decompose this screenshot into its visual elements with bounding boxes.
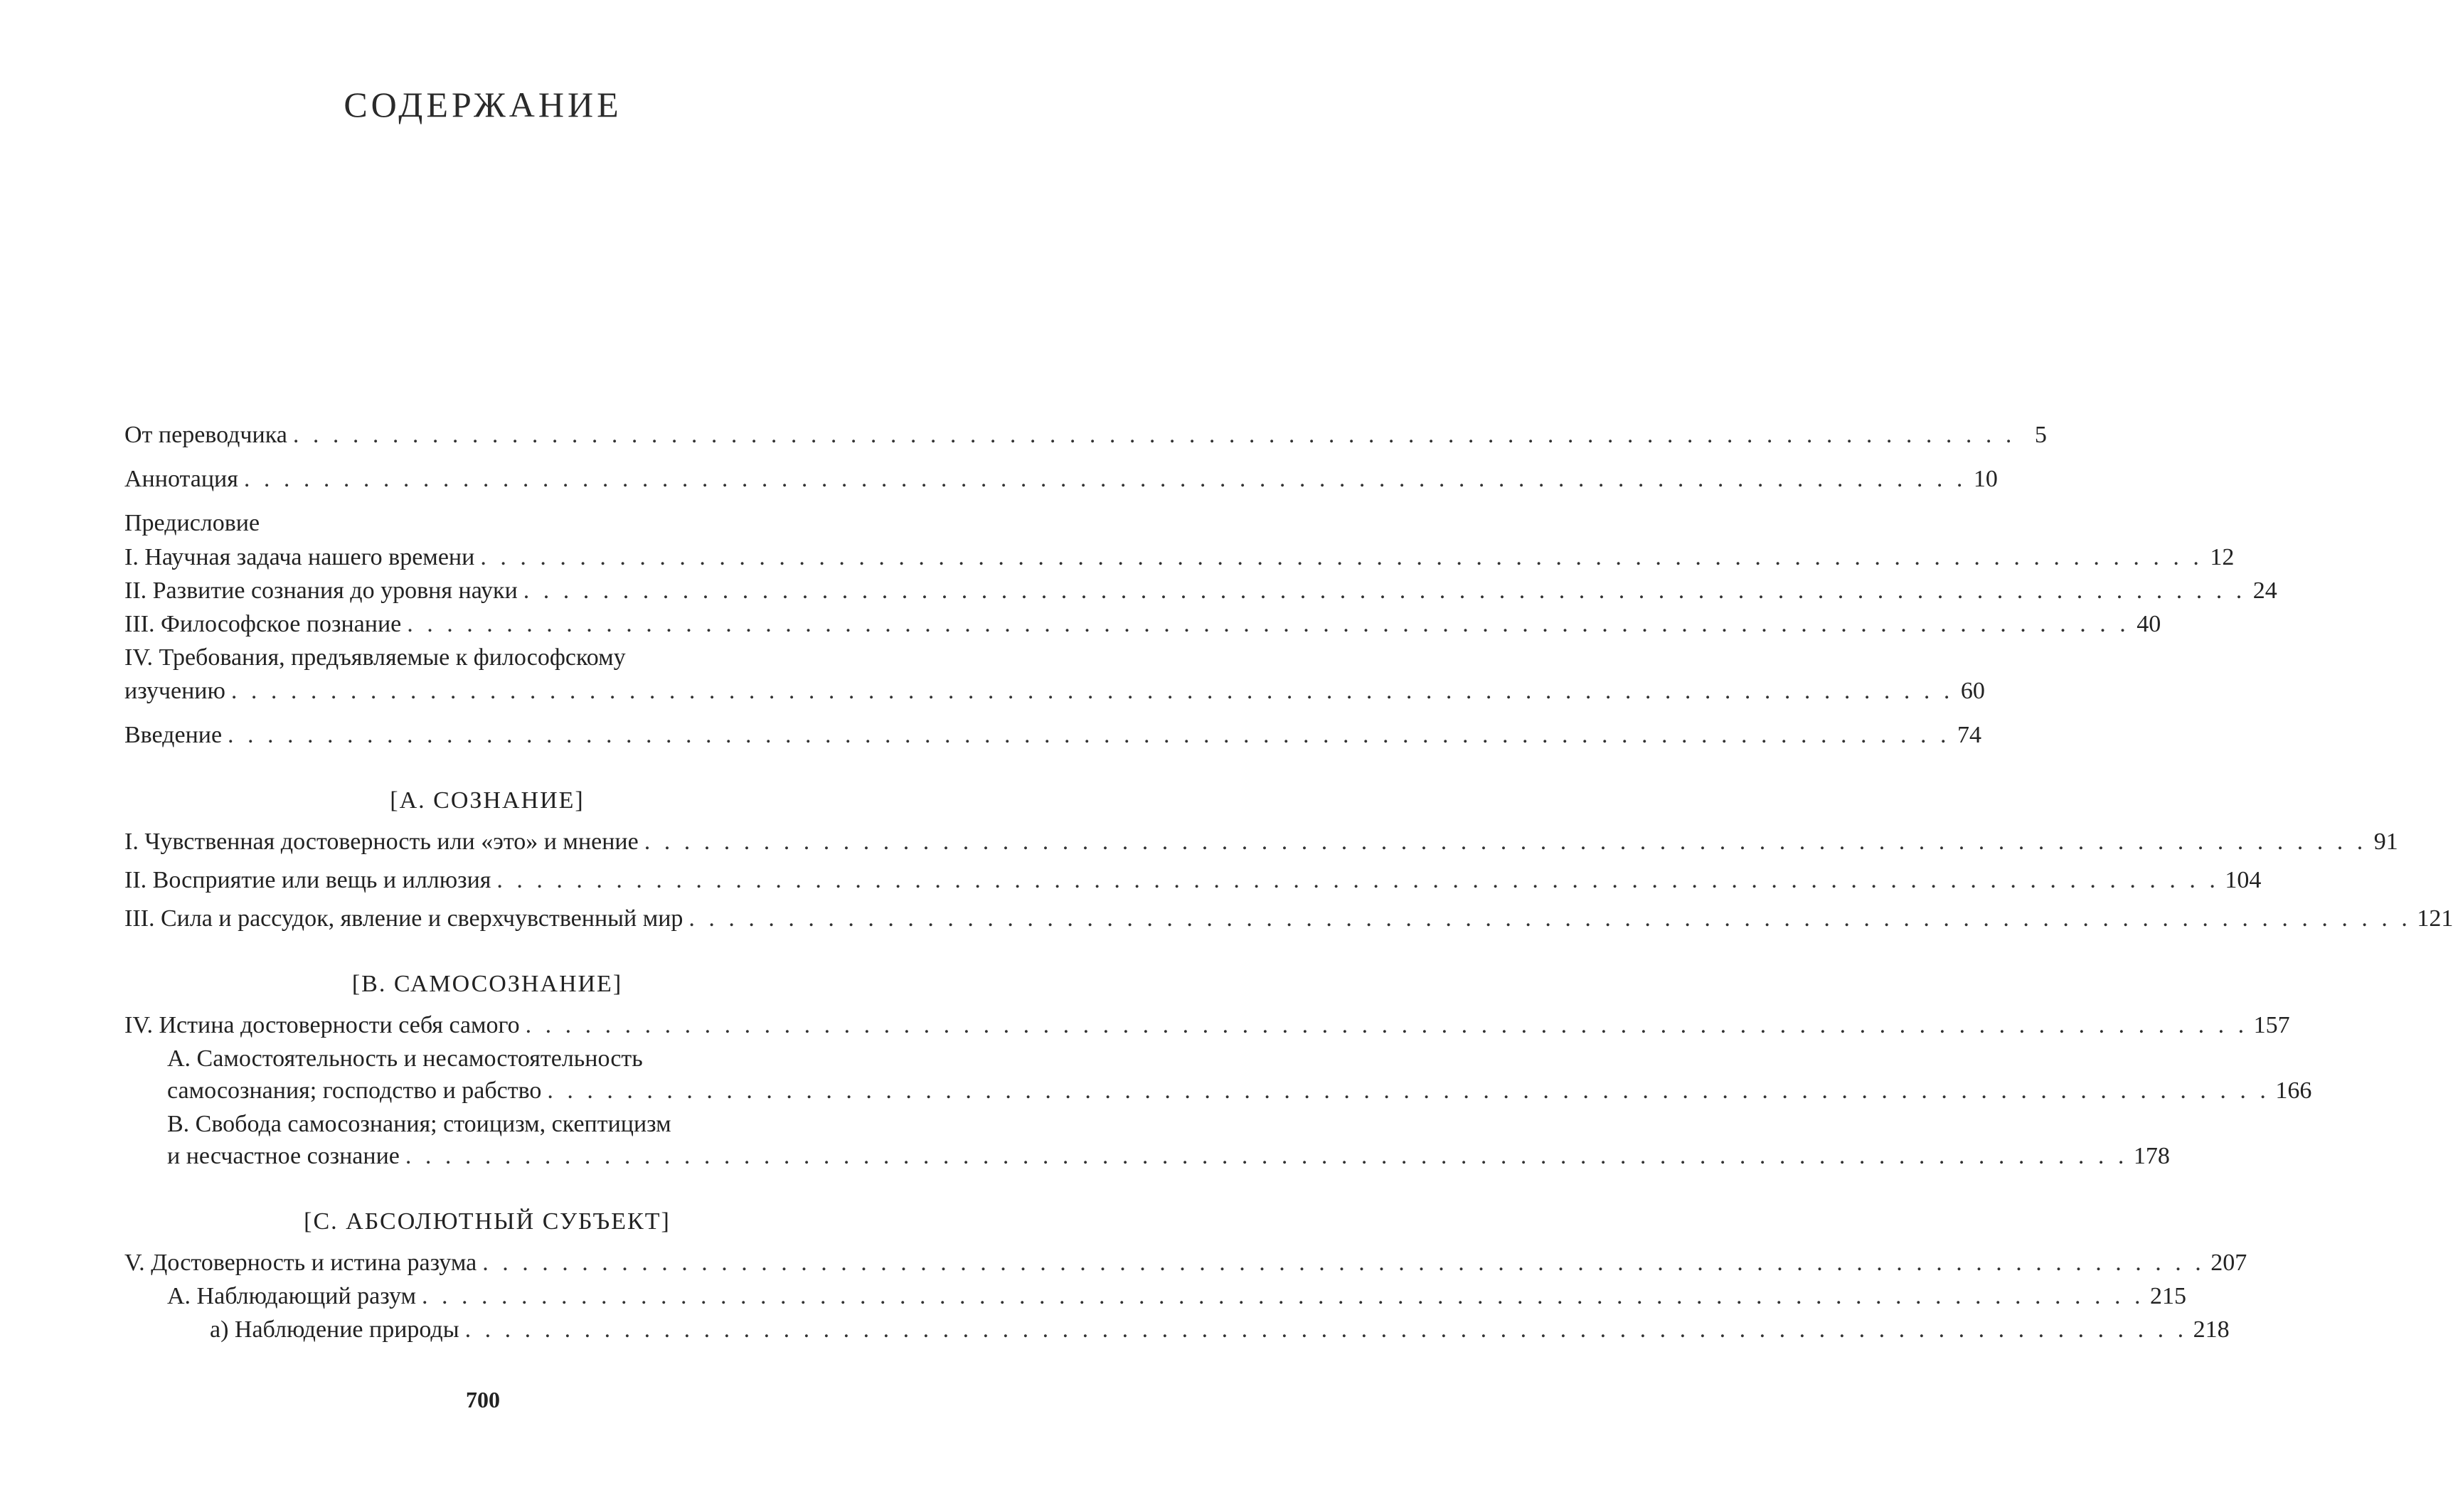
dot-leader bbox=[518, 577, 2252, 605]
page-number: 700 bbox=[466, 1387, 500, 1412]
dot-leader bbox=[477, 1249, 2210, 1277]
dot-leader bbox=[400, 1142, 2134, 1171]
toc-entry-page: 104 bbox=[2225, 867, 2262, 893]
dot-leader bbox=[401, 610, 2135, 639]
toc-entry-page: 207 bbox=[2210, 1250, 2247, 1276]
toc-entry-preface-4-line1[interactable]: IV. Требования, предъявляемые к философскому bbox=[124, 644, 626, 671]
toc-entry-a-3[interactable] bbox=[124, 905, 2453, 933]
toc-entry-a-2[interactable] bbox=[124, 866, 2262, 895]
toc-entry-b-sub-2-line1[interactable]: В. Свобода самосознания; стоицизм, скептицизм bbox=[167, 1111, 671, 1137]
toc-entry-page: 60 bbox=[1960, 678, 1985, 704]
toc-entry-page: 10 bbox=[1973, 466, 1998, 492]
toc-entry-text: I. Научная задача нашего времени bbox=[124, 544, 475, 570]
toc-entry-b-sub-1[interactable] bbox=[124, 1077, 2312, 1105]
dot-leader bbox=[238, 465, 1972, 494]
toc-entry-text: самосознания; господство и рабство bbox=[167, 1077, 542, 1104]
toc-entry-preface-4[interactable] bbox=[124, 677, 1985, 706]
dot-leader bbox=[474, 543, 2208, 572]
toc-entry-page: 166 bbox=[2275, 1077, 2312, 1104]
preface-heading: Предисловие bbox=[124, 510, 260, 536]
dot-leader bbox=[520, 1011, 2254, 1040]
toc-entry-page: 157 bbox=[2253, 1012, 2290, 1038]
toc-entry-preface-1[interactable] bbox=[124, 543, 2235, 572]
toc-entry-text: III. Философское познание bbox=[124, 611, 402, 637]
toc-entry-text: а) Наблюдение природы bbox=[210, 1316, 459, 1343]
toc-entry-text: IV. Истина достоверности себя самого bbox=[124, 1012, 520, 1038]
toc-entry-introduction[interactable] bbox=[124, 721, 1982, 750]
toc-entry-text: и несчастное сознание bbox=[167, 1143, 400, 1169]
toc-entry-page: 74 bbox=[1957, 722, 1982, 748]
dot-leader bbox=[225, 677, 1959, 706]
toc-entry-preface-2[interactable] bbox=[124, 577, 2277, 605]
dot-leader bbox=[287, 421, 2021, 449]
section-a-title: [А. СОЗНАНИЕ] bbox=[390, 787, 585, 814]
dot-leader bbox=[639, 828, 2373, 856]
toc-entry-text: III. Сила и рассудок, явление и сверхчувственный мир bbox=[124, 905, 683, 932]
toc-entry-text: II. Развитие сознания до уровня науки bbox=[124, 577, 518, 604]
section-c-title: [С. АБСОЛЮТНЫЙ СУБЪЕКТ] bbox=[304, 1208, 671, 1235]
toc-entry-translator[interactable] bbox=[124, 421, 2047, 449]
page-title: СОДЕРЖАНИЕ bbox=[344, 85, 622, 124]
table-of-contents bbox=[124, 421, 2453, 1344]
toc-entry-text: От переводчика bbox=[124, 422, 287, 448]
toc-entry-text: I. Чувственная достоверность или «это» и мнение bbox=[124, 829, 639, 855]
toc-entry-c-subsub[interactable] bbox=[124, 1316, 2230, 1344]
toc-entry-page: 218 bbox=[2193, 1316, 2230, 1343]
dot-leader bbox=[222, 721, 1956, 750]
toc-entry-b-sub-1-line1[interactable]: А. Самостоятельность и несамостоятельность bbox=[167, 1045, 643, 1072]
toc-entry-page: 40 bbox=[2137, 611, 2161, 637]
toc-entry-b-chapter[interactable] bbox=[124, 1011, 2290, 1040]
toc-entry-text: изучению bbox=[124, 678, 225, 704]
section-b-title: [В. САМОСОЗНАНИЕ] bbox=[351, 971, 623, 997]
toc-entry-page: 178 bbox=[2133, 1143, 2170, 1169]
toc-entry-a-1[interactable] bbox=[124, 828, 2398, 856]
toc-entry-text: Введение bbox=[124, 722, 223, 748]
toc-entry-preface-3[interactable] bbox=[124, 610, 2161, 639]
dot-leader bbox=[541, 1077, 2275, 1105]
toc-entry-page: 12 bbox=[2210, 544, 2235, 570]
toc-entry-c-chapter[interactable] bbox=[124, 1249, 2247, 1277]
dot-leader bbox=[416, 1282, 2150, 1311]
toc-entry-page: 24 bbox=[2252, 577, 2277, 604]
toc-entry-b-sub-2[interactable] bbox=[124, 1142, 2170, 1171]
toc-entry-page: 215 bbox=[2150, 1283, 2187, 1309]
toc-entry-text: II. Восприятие или вещь и иллюзия bbox=[124, 867, 491, 893]
toc-entry-page: 91 bbox=[2373, 829, 2398, 855]
dot-leader bbox=[491, 866, 2225, 895]
dot-leader bbox=[459, 1316, 2193, 1344]
toc-entry-c-sub[interactable] bbox=[124, 1282, 2187, 1311]
toc-entry-annotation[interactable] bbox=[124, 465, 1998, 494]
toc-entry-text: А. Наблюдающий разум bbox=[167, 1283, 417, 1309]
toc-entry-text: Аннотация bbox=[124, 466, 238, 492]
toc-entry-page: 5 bbox=[2034, 422, 2047, 448]
dot-leader bbox=[683, 905, 2417, 933]
toc-entry-text: V. Достоверность и истина разума bbox=[124, 1250, 477, 1276]
toc-entry-page: 121 bbox=[2417, 905, 2453, 932]
